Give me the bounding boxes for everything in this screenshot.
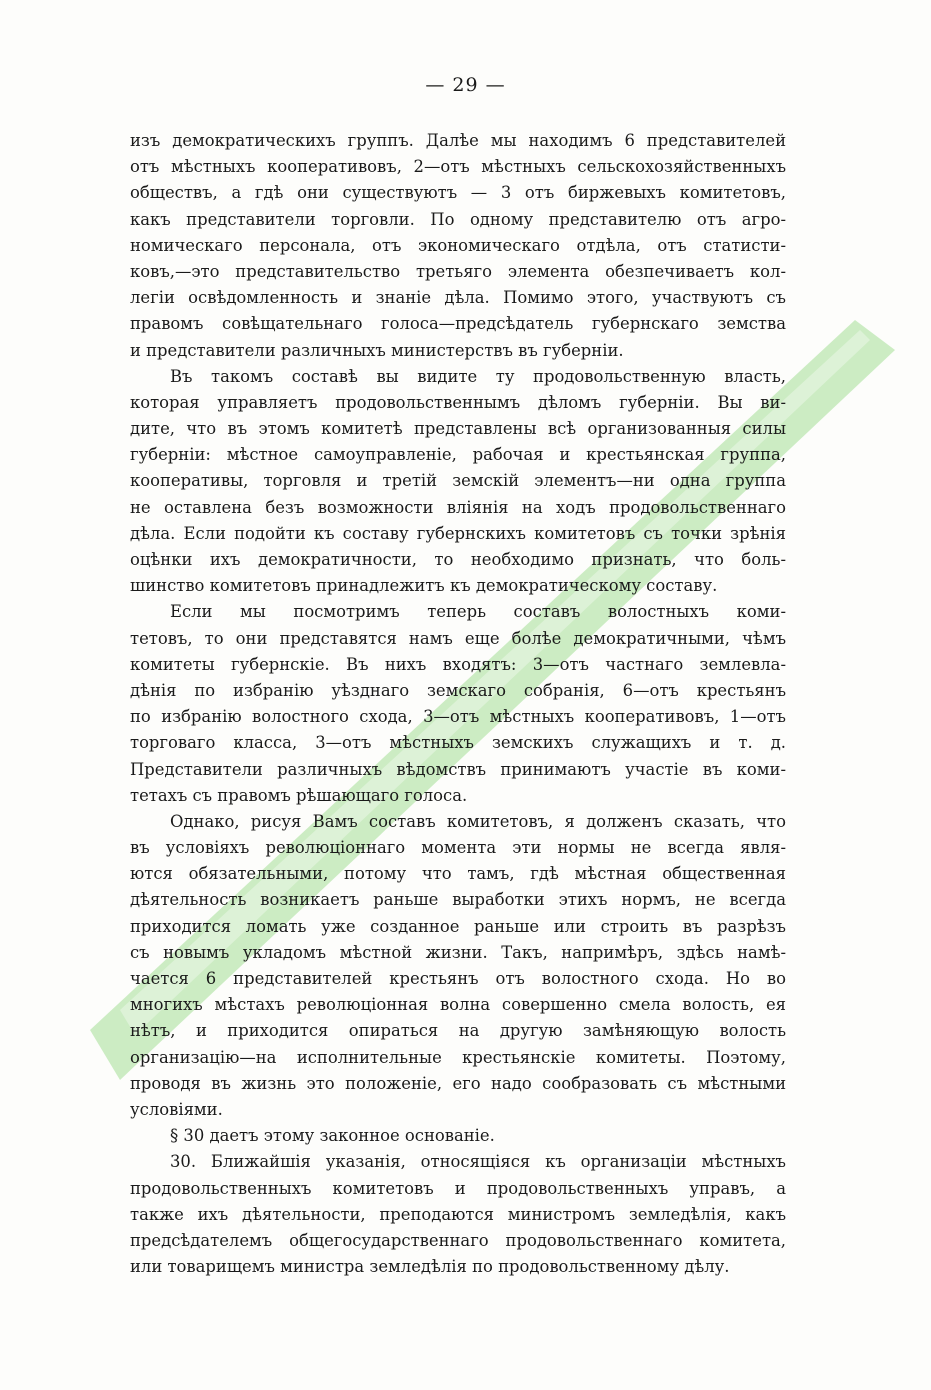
text-line: не оставлена безъ возможности вліянія на ходъ продовольственнаго [130,497,786,517]
text-line: условіями. [130,1099,223,1119]
text-line: правомъ совѣщательнаго голоса—предсѣдатель губернскаго земства [130,314,786,334]
text-line: съ новымъ укладомъ мѣстной жизни. Такъ, напримѣръ, здѣсь намѣ- [130,942,786,962]
text-line: предсѣдателемъ общегосударственнаго продовольственнаго комитета, [130,1230,786,1250]
text-line: Представители различныхъ вѣдомствъ принимаютъ участіе въ коми- [130,759,786,779]
text-line: § 30 даетъ этому законное основаніе. [170,1126,495,1146]
text-line: Однако, рисуя Вамъ составъ комитетовъ, я долженъ сказать, что [170,811,786,831]
text-line: легіи освѣдомленность и знаніе дѣла. Помимо этого, участвуютъ съ [130,288,786,308]
text-line: номическаго персонала, отъ экономическаго отдѣла, отъ статисти- [130,235,786,255]
text-line: въ условіяхъ революціоннаго момента эти нормы не всегда явля- [130,838,786,858]
text-line: какъ представители торговли. По одному представителю отъ агро- [130,209,786,229]
text-line: проводя въ жизнь это положеніе, его надо сообразовать съ мѣстными [130,1073,786,1093]
text-line: дѣятельность возникаетъ раньше выработки этихъ нормъ, не всегда [130,890,786,910]
text-line: тетовъ, то они представятся намъ еще болѣе демократичными, чѣмъ [130,628,786,648]
text-line: комитеты губернскіе. Въ нихъ входятъ: 3—отъ частнаго землевла- [130,654,786,674]
text-line: губерніи: мѣстное самоуправленіе, рабочая и крестьянская группа, [130,445,786,465]
text-line: чается 6 представителей крестьянъ отъ волостного схода. Но во [130,969,786,988]
text-line: продовольственныхъ комитетовъ и продовольственныхъ управъ, а [130,1178,786,1198]
text-line: дите, что въ этомъ комитетѣ представлены всѣ организованныя силы [130,419,786,439]
text-line: ковъ,—это представительство третьяго элемента обезпечиваетъ кол- [130,261,786,281]
text-line: изъ демократическихъ группъ. Далѣе мы находимъ 6 представителей [130,131,786,150]
paragraph [130,128,786,364]
page-number: — 29 — [425,74,506,96]
body-text [130,128,786,1280]
text-line: 30. Ближайшія указанія, относящіяся къ организаціи мѣстныхъ [170,1152,786,1172]
text-line: шинство комитетовъ принадлежитъ къ демократическому составу. [130,576,718,596]
text-line: дѣла. Если подойти къ составу губернскихъ комитетовъ съ точки зрѣнія [130,523,786,543]
paragraph [130,1123,786,1149]
paragraph [130,599,786,809]
text-line: также ихъ дѣятельности, преподаются министромъ земледѣлія, какъ [130,1204,786,1224]
text-line: приходится ломать уже созданное раньше или строить въ разрѣзъ [130,916,786,936]
paragraph [130,1149,786,1280]
text-line: дѣнія по избранію уѣзднаго земскаго собранія, 6—отъ крестьянъ [130,680,786,700]
text-line: торговаго класса, 3—отъ мѣстныхъ земскихъ служащихъ и т. д. [130,733,786,753]
text-line: многихъ мѣстахъ революціонная волна совершенно смела волость, ея [130,995,786,1015]
text-line: кооперативы, торговля и третій земскій элементъ—ни одна группа [130,471,786,491]
text-line: тетахъ съ правомъ рѣшающаго голоса. [130,785,468,805]
text-line: Если мы посмотримъ теперь составъ волостныхъ коми- [170,602,786,622]
text-line: ются обязательными, потому что тамъ, гдѣ мѣстная общественная [130,864,786,884]
text-line: и представители различныхъ министерствъ въ губерніи. [130,340,624,360]
text-line: оцѣнки ихъ демократичности, то необходимо признать, что боль- [130,550,786,569]
text-line: по избранію волостного схода, 3—отъ мѣстныхъ кооперативовъ, 1—отъ [130,707,786,727]
text-line: нѣтъ, и приходится опираться на другую замѣняющую волость [130,1021,786,1041]
paragraph [130,364,786,600]
text-line: Въ такомъ составѣ вы видите ту продовольственную власть, [170,366,786,386]
paragraph [130,809,786,1123]
text-line: обществъ, а гдѣ они существуютъ — 3 отъ биржевыхъ комитетовъ, [130,183,786,203]
text-line: организацію—на исполнительные крестьянскіе комитеты. Поэтому, [130,1047,786,1067]
text-line: отъ мѣстныхъ кооперативовъ, 2—отъ мѣстныхъ сельскохозяйственныхъ [130,157,786,177]
text-line: или товарищемъ министра земледѣлія по продовольственному дѣлу. [130,1257,730,1277]
text-line: которая управляетъ продовольственнымъ дѣломъ губерніи. Вы ви- [130,392,786,412]
